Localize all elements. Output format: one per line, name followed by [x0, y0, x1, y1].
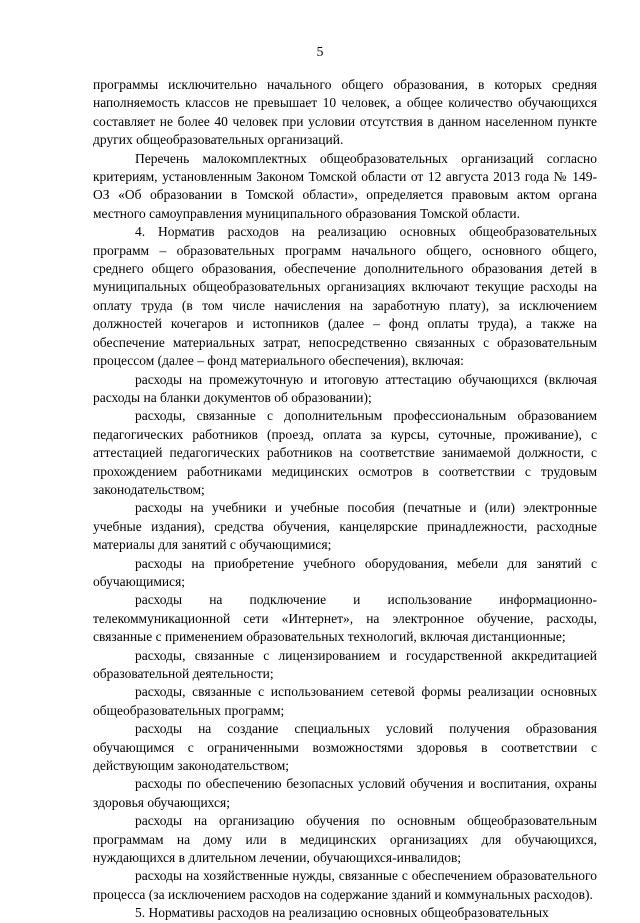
document-body: [93, 76, 597, 923]
paragraph: расходы, связанные с лицензированием и государственной аккредитацией образовательной деятельности;: [93, 647, 597, 681]
paragraph: расходы на приобретение учебного оборудования, мебели для занятий с обучающимися;: [93, 555, 597, 589]
paragraph: расходы, связанные с использованием сетевой формы реализации основных общеобразовательных программ;: [93, 684, 597, 718]
paragraph: Перечень малокомплектных общеобразовательных организаций согласно критериям, установленным Законом Томской области от 12 августа 2013 года № 149-ОЗ «Об образовании в Томской области», определяется правовым актом органа местного самоуправления муниципального образования Томской области.: [93, 150, 597, 221]
page-number: 5: [316, 44, 324, 59]
paragraph: расходы на создание специальных условий получения образования обучающимся с ограниченными возможностями здоровья в соответствии с действующим законодательством;: [93, 721, 597, 774]
paragraph: расходы на учебники и учебные пособия (печатные и (или) электронные учебные издания), средства обучения, канцелярские принадлежности, расходные материалы для занятий с обучающимися;: [93, 500, 597, 553]
paragraph: расходы по обеспечению безопасных условий обучения и воспитания, охраны здоровья обучающихся;: [93, 776, 597, 810]
paragraph: расходы на организацию обучения по основным общеобразовательным программам на дому или в медицинских организациях для обучающихся, нуждающихся в длительном лечении, обучающихся-инвалидов;: [93, 813, 597, 866]
paragraph: расходы на подключение и использование информационно-телекоммуникационной сети «Интернет», на электронное обучение, расходы, связанные с применением образовательных технологий, включая дистанционные;: [93, 592, 597, 645]
paragraph: программы исключительно начального общего образования, в которых средняя наполняемость классов не превышает 10 человек, а общее количество обучающихся составляет не более 40 человек при условии отсутствия в данном населенном пункте других общеобразовательных организаций.: [93, 77, 597, 148]
paragraph: расходы, связанные с дополнительным профессиональным образованием педагогических работников (проезд, оплата за курсы, суточные, проживание), с аттестацией педагогических работников на соответствие занимаемой должности, с прохождением работниками медицинских осмотров в соответствии с трудовым законодательством;: [93, 408, 597, 497]
paragraph: 4. Норматив расходов на реализацию основных общеобразовательных программ – образовательных программ начального общего, основного общего, среднего общего образования, обеспечение дополнительного образования детей в муниципальных общеобразовательных организациях включают текущие расходы на оплату труда (в том числе начисления на заработную плату), за исключением должностей кочегаров и истопников (далее – фонд оплаты труда), а также на обеспечение материальных затрат, непосредственно связанных с образовательным процессом (далее – фонд материального обеспечения), включая:: [93, 224, 597, 369]
paragraph: 5. Нормативы расходов на реализацию основных общеобразовательных: [135, 905, 549, 921]
paragraph: расходы на хозяйственные нужды, связанные с обеспечением образовательного процесса (за исключением расходов на содержание зданий и коммунальных расходов).: [93, 868, 597, 902]
paragraph: расходы на промежуточную и итоговую аттестацию обучающихся (включая расходы на бланки документов об образовании);: [93, 371, 597, 405]
